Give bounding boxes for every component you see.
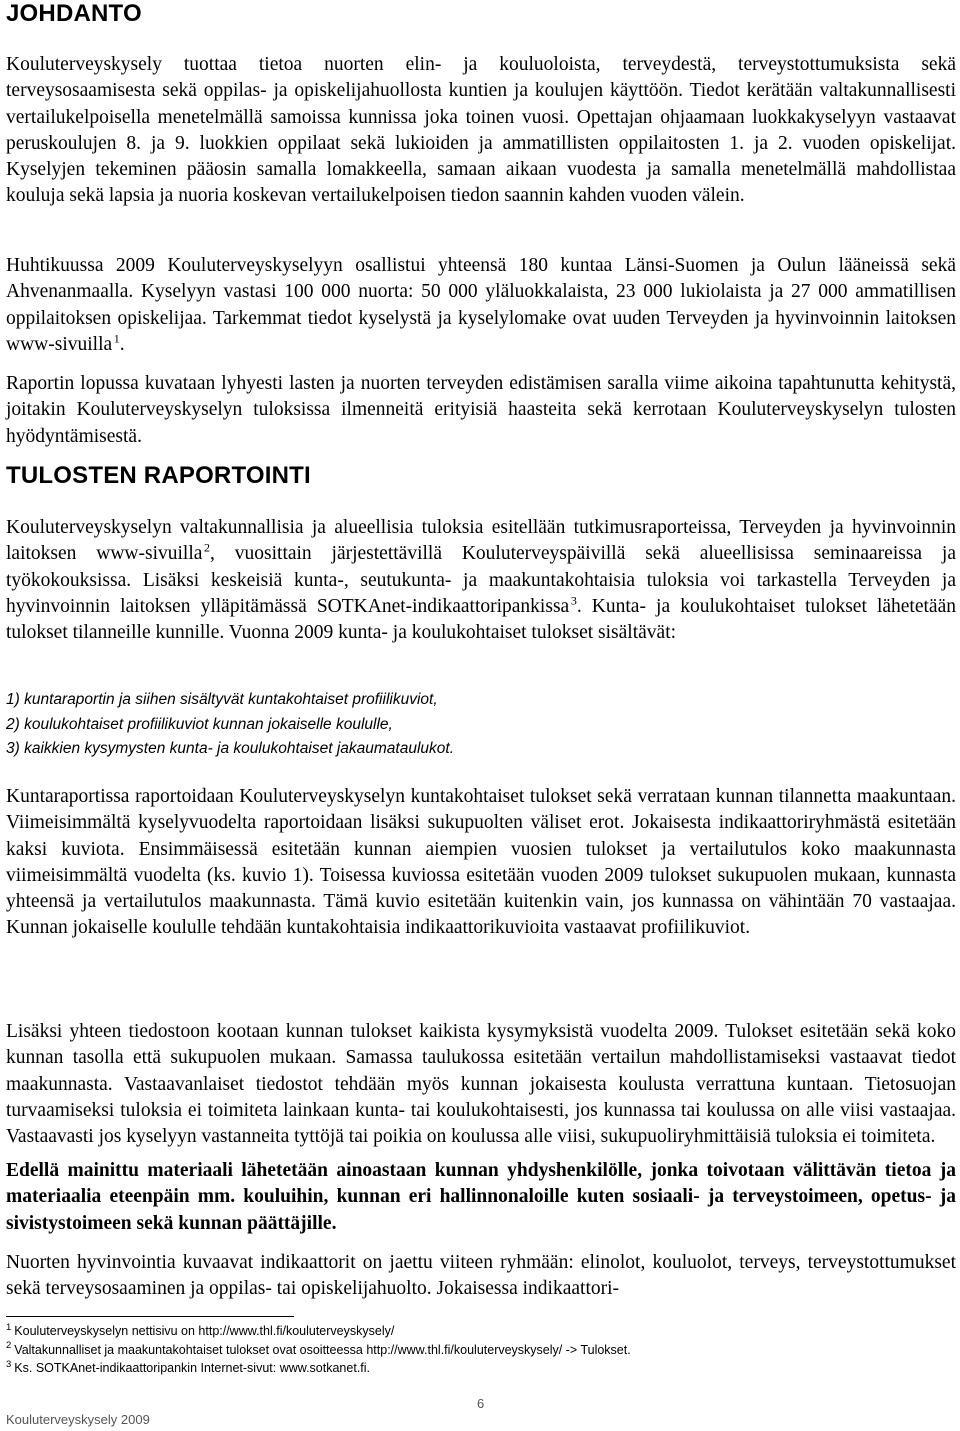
paragraph-delivery-bold: [6, 1158, 956, 1237]
footnote-item: [6, 1359, 631, 1378]
page-number: 6: [477, 1396, 485, 1411]
footnote-divider: [6, 1316, 294, 1317]
paragraph-report-end: [6, 371, 956, 450]
footnote-ref-2: 2: [204, 540, 211, 555]
paragraph-intro-text: Kouluterveyskysely tuottaa tietoa nuorten elin- ja kouluoloista, terveydestä, terveystottumuksista sekä terveysosaamisesta sekä oppilas- ja opiskelijahuollosta kuntien ja koulujen käyttöön. Tiedot kerätään valtakunnallisesti vertailukelpoisella menetelmällä samoissa kunnissa joka toinen vuosi. Opettajan ohjaamaan luokkakyselyyn vastaavat peruskoulujen 8. ja 9. luokkien oppilaat sekä lukioiden ja ammatillisten oppilaitosten 1. ja 2. vuoden opiskelijat. Kyselyjen tekeminen pääosin samalla lomakkeella, samaan aikaan vuodesta ja samalla menetelmällä mahdollistaa kouluja sekä lapsia ja nuoria koskevan vertailukelpoisen tiedon saannin kahden vuoden välein.: [6, 54, 956, 207]
paragraph-participation: [6, 253, 956, 358]
heading-tulosten-raportointi: TULOSTEN RAPORTOINTI: [6, 462, 311, 489]
footnote-text: Valtakunnalliset ja maakuntakohtaiset tulokset ovat osoitteessa http://www.thl.fi/kouluterveyskysely/ -> Tulokset.: [14, 1342, 631, 1357]
paragraph-tables: [6, 1019, 956, 1150]
heading-johdanto: JOHDANTO: [6, 0, 142, 27]
footnote-text: Kouluterveyskyselyn nettisivu on http://www.thl.fi/kouluterveyskysely/: [14, 1324, 395, 1338]
footnote-ref-3: 3: [570, 593, 577, 608]
paragraph-participation-end: .: [119, 333, 125, 355]
paragraph-results-channels-c: . Kunta- ja koulukohtaiset tulokset lähetetään tulokset tilanneille kunnille. Vuonna 2009 kunta- ja koulukohtaiset tulokset sisältävät:: [6, 595, 956, 644]
list-item: 2) koulukohtaiset profiilikuviot kunnan jokaiselle koululle,: [6, 715, 393, 733]
footnote-text: Ks. SOTKAnet-indikaattoripankin Internet-sivut: www.sotkanet.fi.: [14, 1361, 371, 1375]
paragraph-intro: [6, 52, 956, 210]
paragraph-indicators-text: Nuorten hyvinvointia kuvaavat indikaattorit on jaettu viiteen ryhmään: elinolot, kouluolot, terveys, terveystottumukset sekä terveysosaaminen ja oppilas- tai opiskelijahuolto. Jokaisessa indikaattori-: [6, 1252, 956, 1300]
list-item: 3) kaikkien kysymysten kunta- ja koulukohtaiset jakaumataulukot.: [6, 740, 454, 757]
paragraph-kuntaraportti: [6, 784, 956, 942]
paragraph-indicators: [6, 1250, 956, 1303]
contents-list: [6, 688, 454, 762]
paragraph-report-end-text: Raportin lopussa kuvataan lyhyesti lasten ja nuorten terveyden edistämisen saralla viime aikoina tapahtunutta kehitystä, joitakin Kouluterveyskyselyn tuloksissa ilmenneitä erityisiä haasteita sekä kerrotaan Kouluterveyskyselyn tulosten hyödyntämisestä.: [6, 373, 956, 447]
paragraph-participation-text: Huhtikuussa 2009 Kouluterveyskyselyyn osallistui yhteensä 180 kuntaa Länsi-Suomen ja Oulun lääneissä sekä Ahvenanmaalla. Kyselyyn vastasi 100 000 nuorta: 50 000 yläluokkalaista, 23 000 lukiolaista ja 27 000 ammatillisen oppilaitoksen opiskelijaa. Tarkemmat tiedot kyselystä ja kyselylomake ovat uuden Terveyden ja hyvinvoinnin laitoksen www-sivuilla: [6, 255, 956, 355]
footnote-ref-1: 1: [113, 331, 120, 346]
paragraph-results-channels-a: Kouluterveyskyselyn valtakunnallisia ja alueellisia tuloksia esitellään tutkimusraporteissa, Terveyden ja hyvinvoinnin laitoksen www-sivuilla: [6, 517, 956, 565]
paragraph-results-channels-b: , vuosittain järjestettävillä Kouluterveyspäivillä sekä alueellisissa seminaareissa ja työkokouksissa. Lisäksi keskeisiä kunta-, seutukunta- ja maakuntakohtaisia tuloksia voi tarkastella Terveyden ja hyvinvoinnin laitoksen ylläpitämässä SOTKAnet-indikaattoripankissa: [6, 543, 956, 617]
paragraph-tables-text: Lisäksi yhteen tiedostoon kootaan kunnan tulokset kaikista kysymyksistä vuodelta 2009. Tulokset esitetään sekä koko kunnan tasolla että sukupuolen mukaan. Samassa taulukossa esitetään vertailun mahdollistamiseksi vastaavat tiedot maakunnasta. Vastaavanlaiset tiedostot tehdään myös kunnan jokaisesta koulusta verrattuna kuntaan. Tietosuojan turvaamiseksi tuloksia ei toimiteta lainkaan kunta- tai koulukohtaisesti, jos kunnassa tai koulussa on alle viisi vastaajaa. Vastaavasti jos kyselyyn vastanneita tyttöjä tai poikia on koulussa alle viisi, sukupuoliryhmittäisiä tuloksia ei toimiteta.: [6, 1021, 956, 1148]
paragraph-kuntaraportti-text: Kuntaraportissa raportoidaan Kouluterveyskyselyn kuntakohtaiset tulokset sekä verrataan kunnan tilannetta maakuntaan. Viimeisimmältä kyselyvuodelta raportoidaan lisäksi sukupuolten väliset erot. Jokaisesta indikaattoriryhmästä esitetään kaksi kuviota. Ensimmäisessä esitetään kunnan aiempien vuosien tulokset ja vertailutulos koko maakunnasta viimeisimmältä vuodelta (ks. kuvio 1). Toisessa kuviossa esitetään vuoden 2009 tulokset sukupuolen mukaan, kunnasta yhteensä ja vertailutulos maakunnasta. Tämä kuvio esitetään kuitenkin vain, jos kunnassa on vähintään 70 vastaajaa. Kunnan jokaiselle koululle tehdään kuntakohtaisia indikaattorikuvioita vastaavat profiilikuviot.: [6, 786, 956, 939]
footnote-number: 3: [6, 1358, 12, 1370]
footnotes: [6, 1322, 631, 1378]
page-footer: Kouluterveyskysely 2009: [6, 1412, 150, 1427]
footnote-item: [6, 1322, 631, 1341]
footnote-number: 1: [6, 1321, 12, 1333]
paragraph-delivery-bold-text: Edellä mainittu materiaali lähetetään ainoastaan kunnan yhdyshenkilölle, jonka toivotaan välittävän tietoa ja materiaalia eteenpäin mm. kouluihin, kunnan eri hallinnonaloille kuten sosiaali- ja terveystoimeen, opetus- ja sivistystoimeen sekä kunnan päättäjille.: [6, 1160, 956, 1234]
paragraph-results-channels: [6, 515, 956, 646]
footnote-number: 2: [6, 1340, 12, 1352]
list-item: 1) kuntaraportin ja siihen sisältyvät kuntakohtaiset profiilikuviot,: [6, 691, 438, 708]
footnote-item: [6, 1341, 631, 1360]
